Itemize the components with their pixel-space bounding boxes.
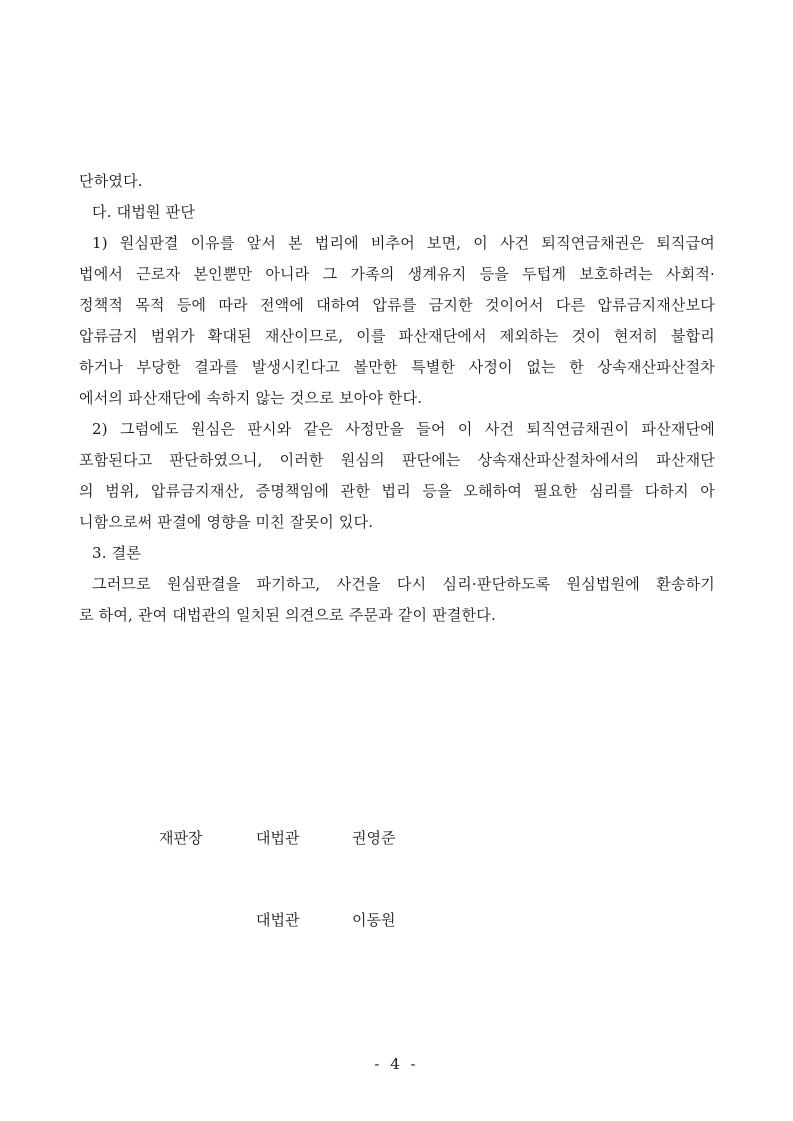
justice-title: 대법관: [256, 911, 300, 929]
body-line: 2) 그럼에도 원심은 판시와 같은 사정만을 들어 이 사건 퇴직연금채권이 파산재단에: [92, 420, 715, 438]
body-line: 1) 원심판결 이유를 앞서 본 법리에 비추어 보면, 이 사건 퇴직연금채권은 퇴직급여: [92, 234, 715, 252]
body-line: 포함된다고 판단하였으니, 이러한 원심의 판단에는 상속재산파산절차에서의 파산재단: [79, 451, 715, 469]
body-line: 단하였다.: [79, 172, 143, 190]
body-line: 하거나 부당한 결과를 발생시킨다고 볼만한 특별한 사정이 없는 한 상속재산파산절차: [79, 358, 715, 376]
justice-name: 권영준: [352, 829, 396, 847]
presiding-title: 재판장: [159, 829, 203, 847]
justice-title: 대법관: [256, 829, 300, 847]
body-line: 에서의 파산재단에 속하지 않는 것으로 보아야 한다.: [79, 389, 423, 407]
body-line: 로 하여, 관여 대법관의 일치된 의견으로 주문과 같이 판결한다.: [79, 606, 496, 624]
section-heading: 3. 결론: [92, 544, 142, 562]
judgment-body: [79, 166, 715, 631]
body-line: 니함으로써 판결에 영향을 미친 잘못이 있다.: [79, 513, 374, 531]
signature-row-presiding: [0, 826, 793, 850]
section-heading: 다. 대법원 판단: [92, 203, 196, 221]
body-line: 그러므로 원심판결을 파기하고, 사건을 다시 심리·판단하도록 원심법원에 환송하기: [92, 575, 715, 593]
body-line: 정책적 목적 등에 따라 전액에 대하여 압류를 금지한 것이어서 다른 압류금지재산보다: [79, 296, 715, 314]
page-number: - 4 -: [374, 1055, 419, 1073]
body-line: 의 범위, 압류금지재산, 증명책임에 관한 법리 등을 오해하여 필요한 심리를 다하지 아: [79, 482, 715, 500]
justice-name: 이동원: [352, 911, 396, 929]
body-line: 압류금지 범위가 확대된 재산이므로, 이를 파산재단에서 제외하는 것이 현저히 불합리: [79, 327, 715, 345]
signature-row-justice: [0, 908, 793, 932]
body-line: 법에서 근로자 본인뿐만 아니라 그 가족의 생계유지 등을 두텁게 보호하려는 사회적·: [79, 265, 715, 283]
